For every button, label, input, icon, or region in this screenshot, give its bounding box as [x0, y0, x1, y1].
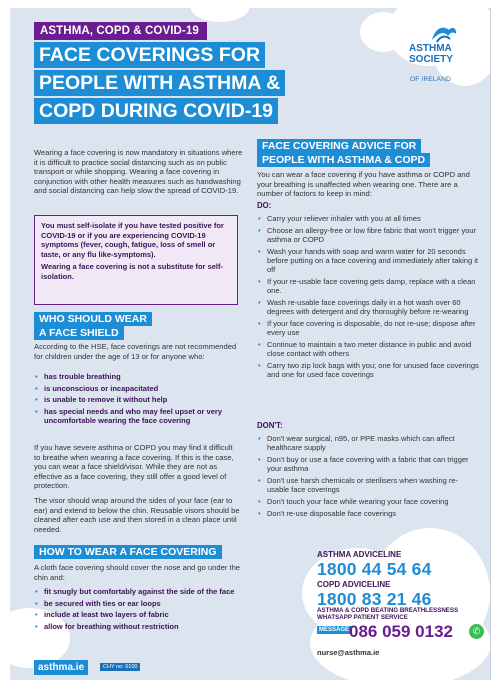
- charity-number: CHY no: 6100: [100, 663, 140, 671]
- list-item: • fit snugly but comfortably against the side of the face: [34, 587, 249, 596]
- do-label: DO:: [257, 201, 272, 210]
- cloud-top-left: [190, 8, 250, 22]
- title-line-3: COPD DURING COVID-19: [34, 98, 278, 124]
- site-link[interactable]: asthma.ie: [34, 660, 88, 675]
- how-to-wear-heading: HOW TO WEAR A FACE COVERING: [34, 545, 222, 559]
- intro-paragraph: Wearing a face covering is now mandatory in situations where it is difficult to practice social distancing such as on public transport or while shopping. Wearing a face covering in conjunction with other health measures such as handwashing and social distancing can help slow the spread of COVID-19.: [34, 148, 243, 196]
- logo-subtitle: OF IRELAND: [410, 76, 452, 83]
- logo-wordmark: ASTHMA SOCIETY: [409, 43, 453, 65]
- cloud-top-right-3: [360, 12, 406, 52]
- list-item: • Wash your hands with soap and warm water for 20 seconds before putting on a face covering and immediately after taking it off: [257, 247, 479, 275]
- shield-intro: According to the HSE, face coverings are not recommended for children under the age of 13 or for anyone who:: [34, 342, 237, 361]
- list-item: • Carry your reliever inhaler with you at all times: [257, 214, 479, 223]
- topic-tag: ASTHMA, COPD & COVID-19: [34, 22, 207, 40]
- list-item: • allow for breathing without restriction: [34, 622, 249, 631]
- shield-heading-2: A FACE SHIELD: [34, 326, 124, 340]
- page-title: [34, 42, 334, 126]
- shield-criteria-list: [34, 372, 244, 428]
- list-item: • Continue to maintain a two meter distance in public and avoid close contact with others: [257, 340, 479, 359]
- shield-visor-paragraph: The visor should wrap around the sides of your face (ear to ear) and extend to below the chin. Reusable visors should be cleaned after each use and then stored in a clean place until needed.: [34, 496, 240, 534]
- message-badge: MESSAGE: [319, 627, 350, 633]
- list-item: • Choose an allergy-free or low fibre fabric that won't trigger your asthma or COPD: [257, 226, 479, 245]
- copd-adviceline-label: COPD ADVICELINE: [317, 580, 391, 589]
- nurse-email[interactable]: nurse@asthma.ie: [317, 648, 380, 657]
- list-item: • has trouble breathing: [34, 372, 244, 381]
- list-item: • is unconscious or incapacitated: [34, 384, 244, 393]
- whatsapp-icon: ✆: [469, 624, 484, 639]
- self-isolation-notice: [34, 215, 238, 305]
- title-line-1: FACE COVERINGS FOR: [34, 42, 265, 68]
- how-to-wear-intro: A cloth face covering should cover the nose and go under the chin and:: [34, 563, 241, 582]
- list-item: • Don't use harsh chemicals or sterilisers when washing re-usable face coverings: [257, 476, 479, 495]
- asthma-adviceline-number[interactable]: 1800 44 54 64: [317, 559, 432, 579]
- advice-heading-1: FACE COVERING ADVICE FOR: [257, 139, 421, 153]
- notice-text: You must self-isolate if you have tested positive for COVID-19 or if you are experiencing COVID-19 symptoms (fever, cough, fatigue, loss of smell or taste, or any flu like-symptoms).: [41, 221, 224, 259]
- dont-list: [257, 434, 479, 520]
- title-line-2: PEOPLE WITH ASTHMA &: [34, 70, 285, 96]
- asthma-adviceline-label: ASTHMA ADVICELINE: [317, 550, 402, 559]
- list-item: • Don't re-use disposable face coverings: [257, 509, 479, 518]
- notice-substitute-text: Wearing a face covering is not a substitute for self-isolation.: [41, 262, 223, 281]
- list-item: • Don't touch your face while wearing your face covering: [257, 497, 479, 506]
- logo-mark-icon: [429, 22, 459, 44]
- copd-adviceline-number[interactable]: 1800 83 21 46: [317, 589, 432, 609]
- service-line-2: WHATSAPP PATIENT SERVICE: [317, 614, 408, 621]
- list-item: • has special needs and who may feel upset or very uncomfortable wearing the face covering: [34, 407, 244, 426]
- list-item: • Carry two zip lock bags with you; one for unused face coverings and one for used face coverings: [257, 361, 479, 380]
- list-item: • Wash re-usable face coverings daily in a hot wash over 60 degrees with detergent and dry thoroughly before re-wearing: [257, 298, 479, 317]
- list-item: • be secured with ties or ear loops: [34, 599, 249, 608]
- list-item: • is unable to remove it without help: [34, 395, 244, 404]
- dont-label: DON'T:: [257, 421, 283, 430]
- list-item: • Don't buy or use a face covering with a fabric that can trigger your asthma: [257, 455, 479, 474]
- do-list: [257, 214, 479, 382]
- poster: [10, 8, 491, 680]
- shield-heading-1: WHO SHOULD WEAR: [34, 312, 152, 326]
- list-item: • If your face covering is disposable, do not re-use; dispose after every use: [257, 319, 479, 338]
- list-item: • If your re-usable face covering gets damp, replace with a clean one.: [257, 277, 479, 296]
- advice-intro: You can wear a face covering if you have asthma or COPD and your breathing is unaffected when wearing one. There are a number of factors to keep in mind:: [257, 170, 470, 199]
- service-line-1: ASTHMA & COPD BEATING BREATHLESSNESS: [317, 607, 459, 614]
- shield-severe-paragraph: If you have severe asthma or COPD you may find it difficult to breathe when wearing a face covering. If this is the case, you can wear a face shield/visor. While they are not as effective as a face covering, they still offer a good level of protection.: [34, 443, 234, 491]
- how-to-wear-list: [34, 587, 249, 633]
- list-item: • Don't wear surgical, n95, or PPE masks which can affect healthcare supply: [257, 434, 479, 453]
- whatsapp-number[interactable]: 086 059 0132: [349, 622, 453, 641]
- list-item: • include at least two layers of fabric: [34, 610, 249, 619]
- advice-heading-2: PEOPLE WITH ASTHMA & COPD: [257, 153, 430, 167]
